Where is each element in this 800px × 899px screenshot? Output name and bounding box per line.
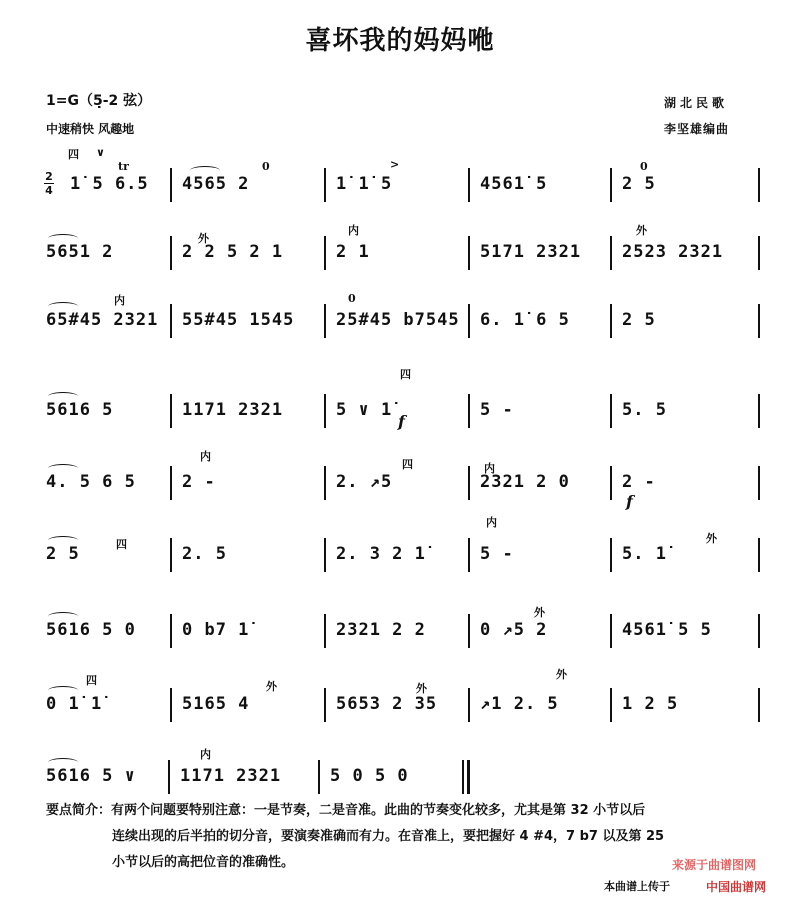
barline bbox=[170, 466, 172, 500]
measure: 5. 5 bbox=[622, 400, 667, 420]
barline bbox=[170, 538, 172, 572]
measure: 2 5 bbox=[622, 174, 656, 194]
barline bbox=[610, 236, 612, 270]
measure: 6. 1̇ 6 5 bbox=[480, 310, 570, 330]
measure: 2. ↗5 bbox=[336, 472, 393, 492]
measure: 5616 5 ∨ bbox=[46, 766, 136, 786]
measure: 1171 2321 bbox=[182, 400, 284, 420]
barline bbox=[324, 538, 326, 572]
measure: 1̇ 1̇ 5 bbox=[336, 174, 393, 194]
slur-mark bbox=[48, 234, 78, 243]
fingering-nei: 内 bbox=[200, 748, 211, 761]
score-line bbox=[40, 752, 760, 798]
measure: 5 - bbox=[480, 544, 514, 564]
watermark-text: 来源于曲谱图网 bbox=[672, 858, 757, 872]
barline bbox=[468, 538, 470, 572]
notes-label: 要点简介： bbox=[46, 803, 112, 818]
performance-notes bbox=[46, 798, 776, 876]
measure: 2. 5 bbox=[182, 544, 227, 564]
barline bbox=[468, 304, 470, 338]
barline bbox=[324, 304, 326, 338]
measure: 1 2 5 bbox=[622, 694, 679, 714]
score-line bbox=[40, 160, 760, 206]
fingering-nei: 内 bbox=[486, 516, 497, 529]
score-line bbox=[40, 680, 760, 726]
score-line bbox=[40, 296, 760, 342]
key-signature: 1=G（5̣-2 弦） bbox=[46, 93, 152, 109]
barline bbox=[318, 760, 320, 794]
slur-mark bbox=[48, 758, 78, 767]
page-title: 喜坏我的妈妈咃 bbox=[305, 26, 495, 56]
measure: 25#45 b7545 bbox=[336, 310, 460, 330]
barline bbox=[468, 466, 470, 500]
measure: 65#45 2321 bbox=[46, 310, 159, 330]
measure: 2523 2321 bbox=[622, 242, 724, 262]
measure: 1171 2321 bbox=[180, 766, 282, 786]
barline bbox=[610, 538, 612, 572]
barline bbox=[610, 168, 612, 202]
measure: 1̇ 5 6.5 bbox=[70, 174, 149, 194]
measure: 2 5 bbox=[622, 310, 656, 330]
barline bbox=[324, 688, 326, 722]
tempo-marking: 中速稍快 风趣地 bbox=[46, 122, 135, 136]
notes-line-1: 有两个问题要特别注意：一是节奏，二是音准。此曲的节奏变化较多，尤其是第 32 小节以后 bbox=[111, 803, 646, 818]
measure: 4561̇ 5 5 bbox=[622, 620, 712, 640]
measure: 4561̇ 5 bbox=[480, 174, 548, 194]
arranger: 李坚雄编曲 bbox=[664, 122, 730, 136]
fingering-wai: 外 bbox=[706, 532, 717, 545]
barline bbox=[324, 168, 326, 202]
measure: 0 b7 1̇ bbox=[182, 620, 250, 640]
barline bbox=[168, 760, 170, 794]
time-signature bbox=[44, 170, 54, 197]
measure: 5171 2321 bbox=[480, 242, 582, 262]
measure: 2 - bbox=[622, 472, 656, 492]
barline bbox=[170, 236, 172, 270]
barline bbox=[324, 394, 326, 428]
barline bbox=[324, 236, 326, 270]
score-line bbox=[40, 458, 760, 504]
slur-mark bbox=[48, 302, 78, 311]
barline bbox=[758, 614, 760, 648]
song-origin: 湖北民歌 bbox=[664, 96, 729, 110]
fingering-wai: 外 bbox=[556, 668, 567, 681]
barline bbox=[758, 688, 760, 722]
barline bbox=[758, 466, 760, 500]
final-barline bbox=[467, 760, 470, 794]
barline bbox=[170, 304, 172, 338]
barline bbox=[610, 688, 612, 722]
open-string-mark: 0 bbox=[348, 292, 356, 305]
dynamic-forte: f bbox=[626, 492, 633, 511]
barline bbox=[758, 236, 760, 270]
barline bbox=[758, 394, 760, 428]
score-line bbox=[40, 228, 760, 274]
barline bbox=[610, 614, 612, 648]
slur-mark bbox=[48, 612, 78, 621]
measure: 0 1̇ 1̇ bbox=[46, 694, 103, 714]
notes-line-2: 连续出现的后半拍的切分音，要演奏准确而有力。在音准上，要把握好 4 #4，7 b7 以及第 25 bbox=[112, 829, 665, 844]
fingering-nei: 内 bbox=[114, 294, 125, 307]
barline bbox=[462, 760, 464, 794]
barline bbox=[324, 614, 326, 648]
measure: 4565 2 bbox=[182, 174, 250, 194]
fingering-si: 四 bbox=[402, 458, 413, 471]
notes-line-3: 小节以后的高把位音的准确性。 bbox=[112, 855, 295, 870]
fingering-si: 四 bbox=[400, 368, 411, 381]
barline bbox=[170, 614, 172, 648]
measure: 2 5 bbox=[46, 544, 80, 564]
site-logo: 中国曲谱网 bbox=[706, 880, 767, 894]
fingering-si: 四 bbox=[116, 538, 127, 551]
trill-mark: tr bbox=[118, 160, 129, 173]
fingering-nei: 内 bbox=[484, 462, 495, 475]
measure: 5616 5 bbox=[46, 400, 114, 420]
barline bbox=[468, 614, 470, 648]
fingering-wai: 外 bbox=[266, 680, 277, 693]
slur-mark bbox=[48, 686, 78, 695]
measure: 2321 2 2 bbox=[336, 620, 426, 640]
barline bbox=[758, 304, 760, 338]
score-line bbox=[40, 530, 760, 576]
measure: 5 - bbox=[480, 400, 514, 420]
barline bbox=[468, 394, 470, 428]
accent-mark: > bbox=[390, 158, 400, 171]
barline bbox=[170, 394, 172, 428]
fingering-wai: 外 bbox=[534, 606, 545, 619]
measure: 55#45 1545 bbox=[182, 310, 295, 330]
barline bbox=[610, 466, 612, 500]
measure: 5 ∨ 1̇ bbox=[336, 400, 393, 420]
fingering-wai: 外 bbox=[198, 232, 209, 245]
barline bbox=[610, 304, 612, 338]
slur-mark bbox=[48, 464, 78, 473]
score-line bbox=[40, 606, 760, 652]
measure: 5. 1̇ bbox=[622, 544, 667, 564]
barline bbox=[468, 168, 470, 202]
fingering-wai: 外 bbox=[636, 224, 647, 237]
fingering-si: 四 bbox=[86, 674, 97, 687]
barline bbox=[324, 466, 326, 500]
measure: 5616 5 0 bbox=[46, 620, 136, 640]
barline bbox=[468, 236, 470, 270]
measure: 2 1 bbox=[336, 242, 370, 262]
time-signature-bottom: 4 bbox=[45, 184, 53, 197]
barline bbox=[170, 168, 172, 202]
measure: 5 0 5 0 bbox=[330, 766, 409, 786]
barline bbox=[758, 168, 760, 202]
measure: 5165 4 bbox=[182, 694, 250, 714]
barline bbox=[758, 538, 760, 572]
measure: 2. 3 2 1̇ bbox=[336, 544, 426, 564]
slur-mark bbox=[48, 392, 78, 401]
open-string-mark: 0 bbox=[640, 160, 648, 173]
barline bbox=[610, 394, 612, 428]
slur-mark bbox=[48, 536, 78, 545]
fingering-si: 四 bbox=[68, 148, 79, 161]
measure: 5653 2 35 bbox=[336, 694, 438, 714]
fingering-nei: 内 bbox=[200, 450, 211, 463]
time-signature-top: 2 bbox=[45, 170, 53, 183]
barline bbox=[468, 688, 470, 722]
bow-mark: ∨ bbox=[96, 146, 105, 159]
dynamic-forte: f bbox=[398, 412, 405, 431]
measure: 5651 2 bbox=[46, 242, 114, 262]
slur-mark bbox=[190, 166, 220, 175]
open-string-mark: 0 bbox=[262, 160, 270, 173]
measure: 0 ↗5 2 bbox=[480, 620, 548, 640]
barline bbox=[170, 688, 172, 722]
fingering-nei: 内 bbox=[348, 224, 359, 237]
fingering-wai: 外 bbox=[416, 682, 427, 695]
measure: 4. 5 6 5 bbox=[46, 472, 136, 492]
measure: 2321 2 0 bbox=[480, 472, 570, 492]
footer-source: 本曲谱上传于 bbox=[604, 880, 670, 893]
measure: 2 2 5 2 1 bbox=[182, 242, 284, 262]
measure: ↗1 2. 5 bbox=[480, 694, 559, 714]
measure: 2 - bbox=[182, 472, 216, 492]
